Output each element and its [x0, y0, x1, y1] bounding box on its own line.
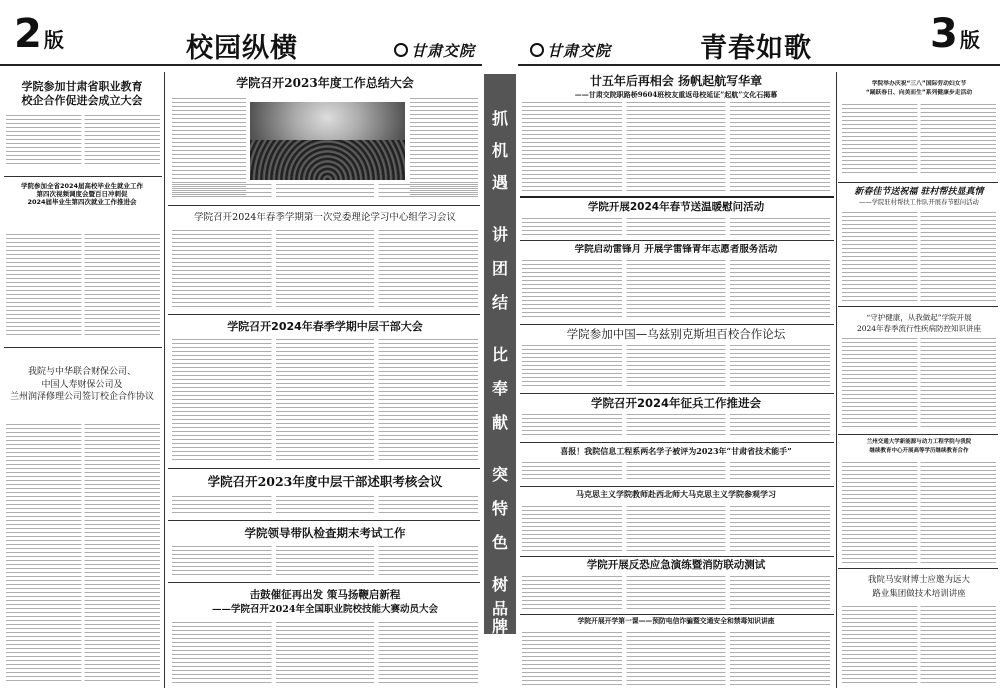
banner-char: 奉: [491, 379, 508, 398]
divider: [4, 176, 162, 177]
article-body: [842, 606, 996, 686]
article-body: [6, 115, 160, 167]
article-headline: 学院召开2024年春季学期中层干部大会: [227, 320, 423, 333]
divider: [520, 324, 834, 325]
article-headline: 学院召开2024年春季学期第一次党委理论学习中心组学习会议: [194, 212, 456, 223]
article-body: [172, 496, 478, 516]
article-headline: 学院开展开学第一课——预防电信诈骗暨交通安全和禁毒知识讲座: [577, 617, 775, 625]
banner-char: 色: [491, 533, 508, 552]
left-column-divider: [164, 72, 165, 688]
article-body: [410, 98, 478, 198]
article-body: [172, 98, 246, 198]
banner-char: 献: [491, 413, 508, 432]
right-paper-logo: 甘肃交院: [530, 40, 611, 61]
right-page: [518, 0, 1000, 693]
article-body: [522, 218, 830, 236]
article-headline: 学院召开2023年度中层干部述职考核会议: [207, 474, 443, 489]
banner-char: 特: [491, 499, 508, 518]
article-headline: 我院与中华联合财保公司、 中国人寿财保公司及 兰州润泽修理公司签订校企合作协议: [9, 367, 154, 403]
right-section-title: 青春如歌: [700, 33, 812, 64]
divider: [520, 240, 834, 241]
left-masthead: [0, 0, 482, 66]
article-body: [522, 632, 830, 686]
divider: [838, 434, 998, 435]
left-page: [0, 0, 482, 693]
banner-char: 突: [491, 465, 508, 484]
banner-char: 牌: [491, 617, 508, 636]
divider: [838, 568, 998, 569]
article-headline: 学院领导带队检查期末考试工作: [244, 526, 406, 540]
article-headline: 学院启动雷锋月 开展学雷锋青年志愿者服务活动: [574, 244, 778, 255]
article-headline: 我院马安财博士应邀为远大 路业集团做技术培训讲座: [867, 575, 970, 599]
divider: [838, 306, 998, 307]
banner-char: 团: [491, 259, 508, 278]
divider: [168, 468, 480, 469]
article-body: [842, 338, 996, 430]
article-headline: 廿五年后再相会 扬帆起航写华章 ——甘肃交院职路桥9604班校友重返母校延证“起航”文化石揭幕: [574, 74, 778, 99]
divider: [520, 556, 834, 557]
banner-char: 树: [491, 575, 508, 594]
left-paper-logo: 甘肃交院: [394, 40, 475, 61]
article-headline: 喜报！我院信息工程系两名学子被评为2023年“甘肃省技术能手”: [560, 446, 792, 456]
divider: [4, 347, 162, 348]
article-headline: 马克思主义学院教师赴西北师大马克思主义学院参观学习: [576, 490, 776, 499]
article-body: [172, 184, 478, 200]
article-headline: 击鼓催征再出发 策马扬鞭启新程 ——学院召开2024年全国职业院校技能大赛动员大会: [212, 589, 438, 615]
right-masthead: [518, 0, 1000, 66]
article-body: [6, 234, 160, 338]
divider: [520, 196, 834, 198]
article-body: [172, 339, 478, 463]
article-body: [522, 260, 830, 320]
article-body: [842, 462, 996, 564]
right-page-number: 3 版: [930, 11, 980, 57]
divider: [520, 442, 834, 443]
banner-char: 结: [491, 293, 508, 312]
article-headline: 学院参加中国—乌兹别克斯坦百校合作论坛: [566, 327, 786, 341]
divider: [520, 393, 834, 394]
article-body: [6, 424, 160, 684]
article-headline: 学院举办庆祝“三八”国际劳动妇女节 “踊跃春日、向美而生”系列健康步走活动: [865, 81, 973, 97]
article-body: [522, 576, 830, 610]
divider: [838, 182, 998, 183]
banner-char: 比: [491, 345, 508, 364]
article-headline: “守护健康，从我做起”学院开展 2024年春季流行性疾病防控知识讲座: [856, 313, 982, 334]
right-column-divider: [836, 72, 837, 688]
article-body: [522, 345, 830, 389]
divider: [168, 314, 480, 315]
article-body: [522, 506, 830, 552]
left-page-number: 2 版: [14, 11, 64, 57]
article-body: [842, 212, 996, 302]
article-headline: 学院参加全省2024届高校毕业生就业工作 第四次视频调度会暨百日冲刺促 2024届毕业生第四次就业工作推进会: [20, 182, 144, 207]
article-headline: 学院参加甘肃省职业教育 校企合作促进会成立大会: [21, 80, 143, 107]
divider: [520, 486, 834, 487]
article-headline: 学院开展2024年春节送温暖慰问活动: [587, 201, 765, 213]
center-slogan-banner: [484, 74, 516, 634]
divider: [168, 520, 480, 521]
article-body: [842, 104, 996, 176]
article-headline: 学院召开2023年度工作总结大会: [236, 76, 414, 90]
left-section-title: 校园纵横: [186, 33, 298, 64]
divider: [520, 614, 834, 615]
article-body: [172, 230, 478, 308]
banner-char: 遇: [491, 173, 508, 192]
article-body: [172, 546, 478, 576]
article-body: [522, 414, 830, 438]
meeting-photo: [250, 102, 405, 180]
article-body: [522, 462, 830, 482]
divider: [168, 205, 480, 206]
banner-char: 机: [491, 141, 508, 160]
article-body: [172, 622, 478, 686]
divider: [168, 582, 480, 583]
banner-char: 抓: [491, 109, 508, 128]
article-headline: 兰州交通大学新能源与动力工程学院与我院 继续教育中心开展高等学历继续教育合作: [866, 439, 972, 454]
banner-char: 讲: [491, 225, 508, 244]
banner-char: 品: [491, 599, 508, 618]
article-body: [522, 102, 830, 192]
article-headline: 学院召开2024年征兵工作推进会: [590, 396, 761, 410]
article-headline: 学院开展反恐应急演练暨消防联动测试: [586, 559, 766, 571]
article-headline: 新春佳节送祝福 驻村帮扶显真情 ——学院驻村帮扶工作队开展春节慰问活动: [854, 187, 984, 206]
